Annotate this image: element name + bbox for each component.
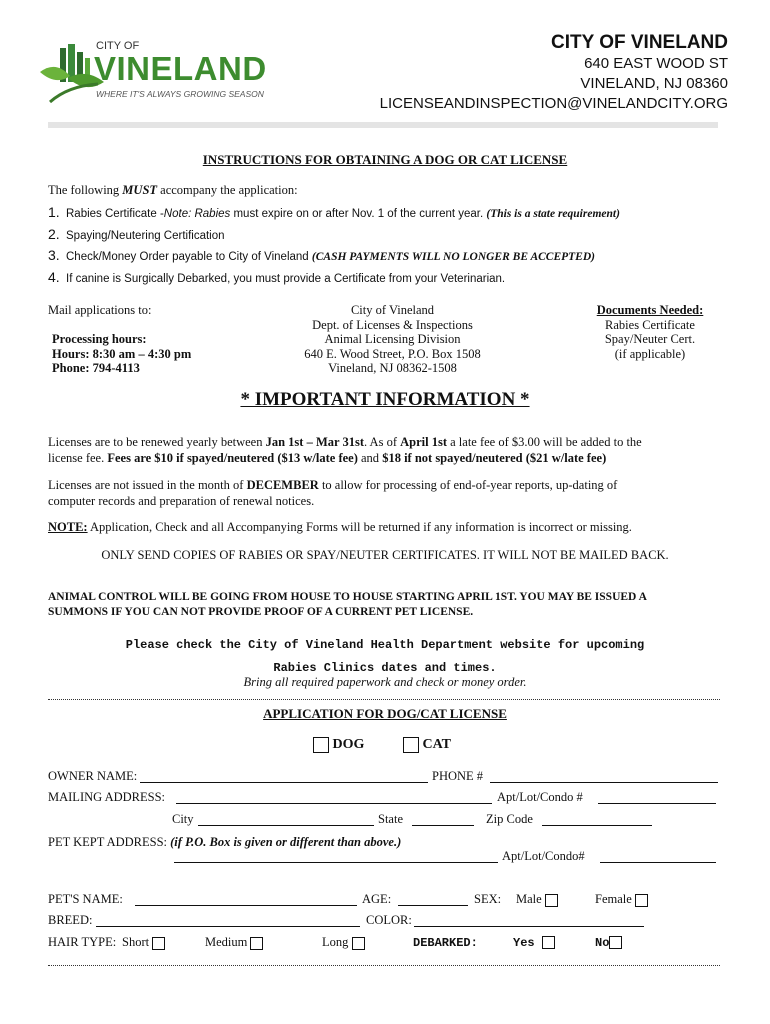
header-divider (48, 122, 718, 128)
documents-needed: Documents Needed: Rabies Certificate Spay/Neuter Cert. (if applicable) (596, 303, 704, 361)
health-department-notice: Please check the City of Vineland Health Department website for upcoming Rabies Clinics dates and times. (125, 638, 645, 675)
cat-option[interactable]: CAT (403, 737, 451, 753)
animal-control-notice: ANIMAL CONTROL WILL BE GOING FROM HOUSE TO HOUSE STARTING APRIL 1ST. YOU MAY BE ISSUED A SUMMONS IF YOU CAN NOT PROVIDE PROOF OF A CURRENT PET LICENSE. (48, 591, 647, 618)
no-checkbox[interactable] (609, 936, 622, 949)
phone-label: PHONE # (432, 769, 484, 783)
copies-notice: ONLY SEND COPIES OF RABIES OR SPAY/NEUTER CERTIFICATES. IT WILL NOT BE MAILED BACK. (101, 548, 669, 562)
phone-field[interactable] (490, 782, 718, 783)
list-item: 2. Spaying/Neutering Certification (48, 225, 225, 242)
instructions-intro: The following MUST accompany the application: (48, 183, 298, 197)
dotted-divider (48, 699, 720, 700)
bottom-dotted-divider (48, 965, 720, 966)
owner-name-field[interactable] (140, 782, 428, 783)
dog-option[interactable]: DOG (313, 737, 364, 753)
header-city: VINELAND, NJ 08360 (580, 75, 728, 92)
header-address (380, 32, 728, 114)
logo-tagline: WHERE IT'S ALWAYS GROWING SEASON (96, 89, 264, 99)
important-title: * IMPORTANT INFORMATION * (240, 389, 530, 410)
cat-checkbox[interactable] (403, 737, 419, 753)
list-item: 3. Check/Money Order payable to City of Vineland (CASH PAYMENTS WILL NO LONGER BE ACCEPTED) (48, 247, 595, 263)
male-option[interactable]: Male (516, 892, 558, 907)
debarked-label: DEBARKED: (413, 936, 478, 950)
logo-city-of: CITY OF (96, 40, 140, 52)
note-paragraph: NOTE: Application, Check and all Accompanying Forms will be returned if any information is incorrect or missing. (48, 520, 632, 534)
age-field[interactable] (398, 905, 468, 906)
header-street: 640 EAST WOOD ST (584, 55, 728, 72)
pet-kept-address-label: PET KEPT ADDRESS: (if P.O. Box is given or different than above.) (48, 835, 402, 849)
medium-checkbox[interactable] (250, 937, 263, 950)
no-option[interactable]: No (595, 936, 622, 950)
application-title: APPLICATION FOR DOG/CAT LICENSE (263, 706, 507, 721)
short-checkbox[interactable] (152, 937, 165, 950)
renewal-paragraph: Licenses are to be renewed yearly between Jan 1st – Mar 31st. As of April 1st a late fee of $3.00 will be added to the license fee. Fees are $10 if spayed/neutered ($13 w/late fee) and $18 if not spayed/neutered ($21 w/late fee) (48, 435, 642, 465)
list-item: 4. If canine is Surgically Debarked, you must provide a Certificate from your Veterinarian. (48, 268, 506, 285)
owner-name-label: OWNER NAME: (48, 769, 138, 783)
male-checkbox[interactable] (545, 894, 558, 907)
short-option[interactable]: Short (122, 935, 165, 950)
apt2-field[interactable] (600, 862, 716, 863)
zip-label: Zip Code (486, 812, 533, 826)
mailing-address-field[interactable] (176, 803, 492, 804)
pets-name-label: PET'S NAME: (48, 892, 123, 906)
apt-label: Apt/Lot/Condo # (497, 790, 583, 804)
breed-field[interactable] (96, 926, 360, 927)
sex-label: SEX: (474, 892, 502, 906)
female-option[interactable]: Female (595, 892, 648, 907)
december-paragraph: Licenses are not issued in the month of DECEMBER to allow for processing of end-of-year reports, up-dating of computer records and preparation of renewal notices. (48, 478, 618, 508)
apt-field[interactable] (598, 803, 716, 804)
instructions-title: INSTRUCTIONS FOR OBTAINING A DOG OR CAT LICENSE (202, 152, 568, 167)
long-option[interactable]: Long (322, 935, 365, 950)
processing-hours: Processing hours: Hours: 8:30 am – 4:30 pm Phone: 794-4113 (52, 332, 192, 375)
city-label: City (172, 812, 194, 826)
yes-option[interactable]: Yes (513, 936, 555, 950)
city-logo (38, 38, 278, 108)
long-checkbox[interactable] (352, 937, 365, 950)
city-field[interactable] (198, 825, 374, 826)
list-item: 1. Rabies Certificate -Note: Rabies must expire on or after Nov. 1 of the current year. (This is a state requirement) (48, 204, 620, 220)
pets-name-field[interactable] (135, 905, 357, 906)
state-label: State (378, 812, 403, 826)
dog-checkbox[interactable] (313, 737, 329, 753)
mail-address: City of Vineland Dept. of Licenses & Inspections Animal Licensing Division 640 E. Wood Street, P.O. Box 1508 Vineland, NJ 08362-1508 (304, 303, 481, 376)
color-label: COLOR: (366, 913, 412, 927)
color-field[interactable] (414, 926, 644, 927)
header-email[interactable]: LICENSEANDINSPECTION@VINELANDCITY.ORG (379, 95, 728, 112)
mailing-address-label: MAILING ADDRESS: (48, 790, 166, 804)
pet-kept-address-field[interactable] (174, 862, 498, 863)
mail-label: Mail applications to: (48, 303, 152, 317)
apt2-label: Apt/Lot/Condo# (502, 849, 585, 863)
age-label: AGE: (362, 892, 392, 906)
state-field[interactable] (412, 825, 474, 826)
zip-field[interactable] (542, 825, 652, 826)
breed-label: BREED: (48, 913, 93, 927)
bring-notice: Bring all required paperwork and check or money order. (243, 675, 527, 689)
yes-checkbox[interactable] (542, 936, 555, 949)
medium-option[interactable]: Medium (205, 935, 263, 950)
logo-name: VINELAND (94, 50, 267, 87)
header-title: CITY OF VINELAND (551, 32, 728, 53)
requirements-list (48, 203, 620, 289)
hair-type-label: HAIR TYPE: (48, 935, 117, 949)
female-checkbox[interactable] (635, 894, 648, 907)
